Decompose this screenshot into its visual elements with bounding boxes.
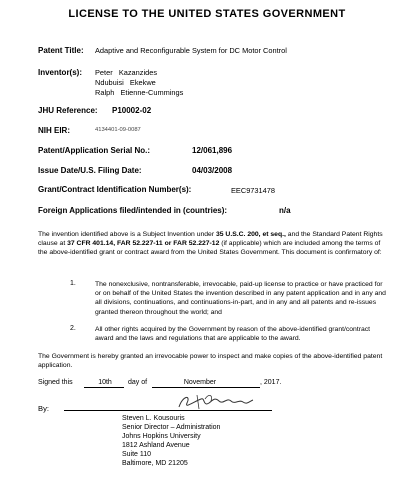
signed-month: November	[183, 379, 217, 386]
issue-date-label: Issue Date/U.S. Filing Date:	[38, 166, 142, 175]
issue-date-value: 04/03/2008	[192, 166, 233, 175]
jhu-reference-label: JHU Reference:	[38, 106, 98, 115]
day-underline	[84, 387, 124, 388]
signed-prefix: Signed this	[38, 379, 73, 386]
grant-value: EEC9731478	[231, 186, 275, 195]
signatory-name: Steven L. Kousouris	[122, 415, 185, 422]
item-number: 2.	[70, 325, 76, 332]
foreign-applications-label: Foreign Applications filed/intended in (countries):	[38, 206, 228, 215]
patent-title-label: Patent Title:	[38, 46, 84, 55]
inventor-name: Ralph Etienne-Cummings	[95, 88, 184, 97]
item-text: All other rights acquired by the Government by reason of the above-identified grant/contract award and the laws and regulations that are applicable to the award.	[95, 326, 371, 343]
signatory-organization: Johns Hopkins University	[122, 433, 201, 440]
signatory-city: Baltimore, MD 21205	[122, 460, 188, 467]
nih-eir-value: 4134401-09-0087	[95, 127, 141, 133]
signed-day-of: day of	[128, 379, 148, 386]
intro-paragraph: The invention identified above is a Subject Invention under 35 U.S.C. 200, et seq., and the Standard Patent Rights clause at 37 CFR 401.14, FAR 52.227-11 or FAR 52.227-12 (if applicable) which are included among the terms of the above-identified grant or contract award from the United States Government. This document is confirmatory of:	[38, 231, 383, 257]
inventor-name: Ndubuisi Ekekwe	[95, 78, 156, 87]
month-underline	[152, 387, 260, 388]
inventor-name: Peter Kazanzides	[95, 68, 158, 77]
grant-label: Grant/Contract Identification Number(s):	[38, 185, 192, 194]
by-label: By:	[38, 404, 49, 413]
signed-day: 10th	[98, 379, 112, 386]
signatory-suite: Suite 110	[122, 451, 152, 458]
nih-eir-label: NIH EIR:	[38, 126, 70, 135]
signatory-title: Senior Director – Administration	[122, 424, 221, 431]
item-text: The nonexclusive, nontransferable, irrevocable, paid-up license to practice or have practiced for or on behalf of the United States the invention described in any patent application and in any and all divisions, continuations, and continuations-in-part, and in any and all patents and re-issues granted thereon throughout the world; and	[95, 281, 386, 316]
item-number: 1.	[70, 280, 76, 287]
signed-year: , 2017.	[260, 379, 282, 386]
foreign-applications-value: n/a	[279, 206, 291, 215]
serial-number-label: Patent/Application Serial No.:	[38, 146, 151, 155]
government-statement: The Government is hereby granted an irrevocable power to inspect and make copies of the above-identified patent application.	[38, 353, 383, 370]
signature-line	[64, 410, 272, 411]
jhu-reference-value: P10002-02	[112, 106, 152, 115]
patent-title-value: Adaptive and Reconfigurable System for DC Motor Control	[95, 46, 287, 55]
inventors-label: Inventor(s):	[38, 68, 82, 77]
serial-number-value: 12/061,896	[192, 146, 233, 155]
signatory-address: 1812 Ashland Avenue	[122, 442, 190, 449]
document-title: LICENSE TO THE UNITED STATES GOVERNMENT	[68, 8, 346, 20]
